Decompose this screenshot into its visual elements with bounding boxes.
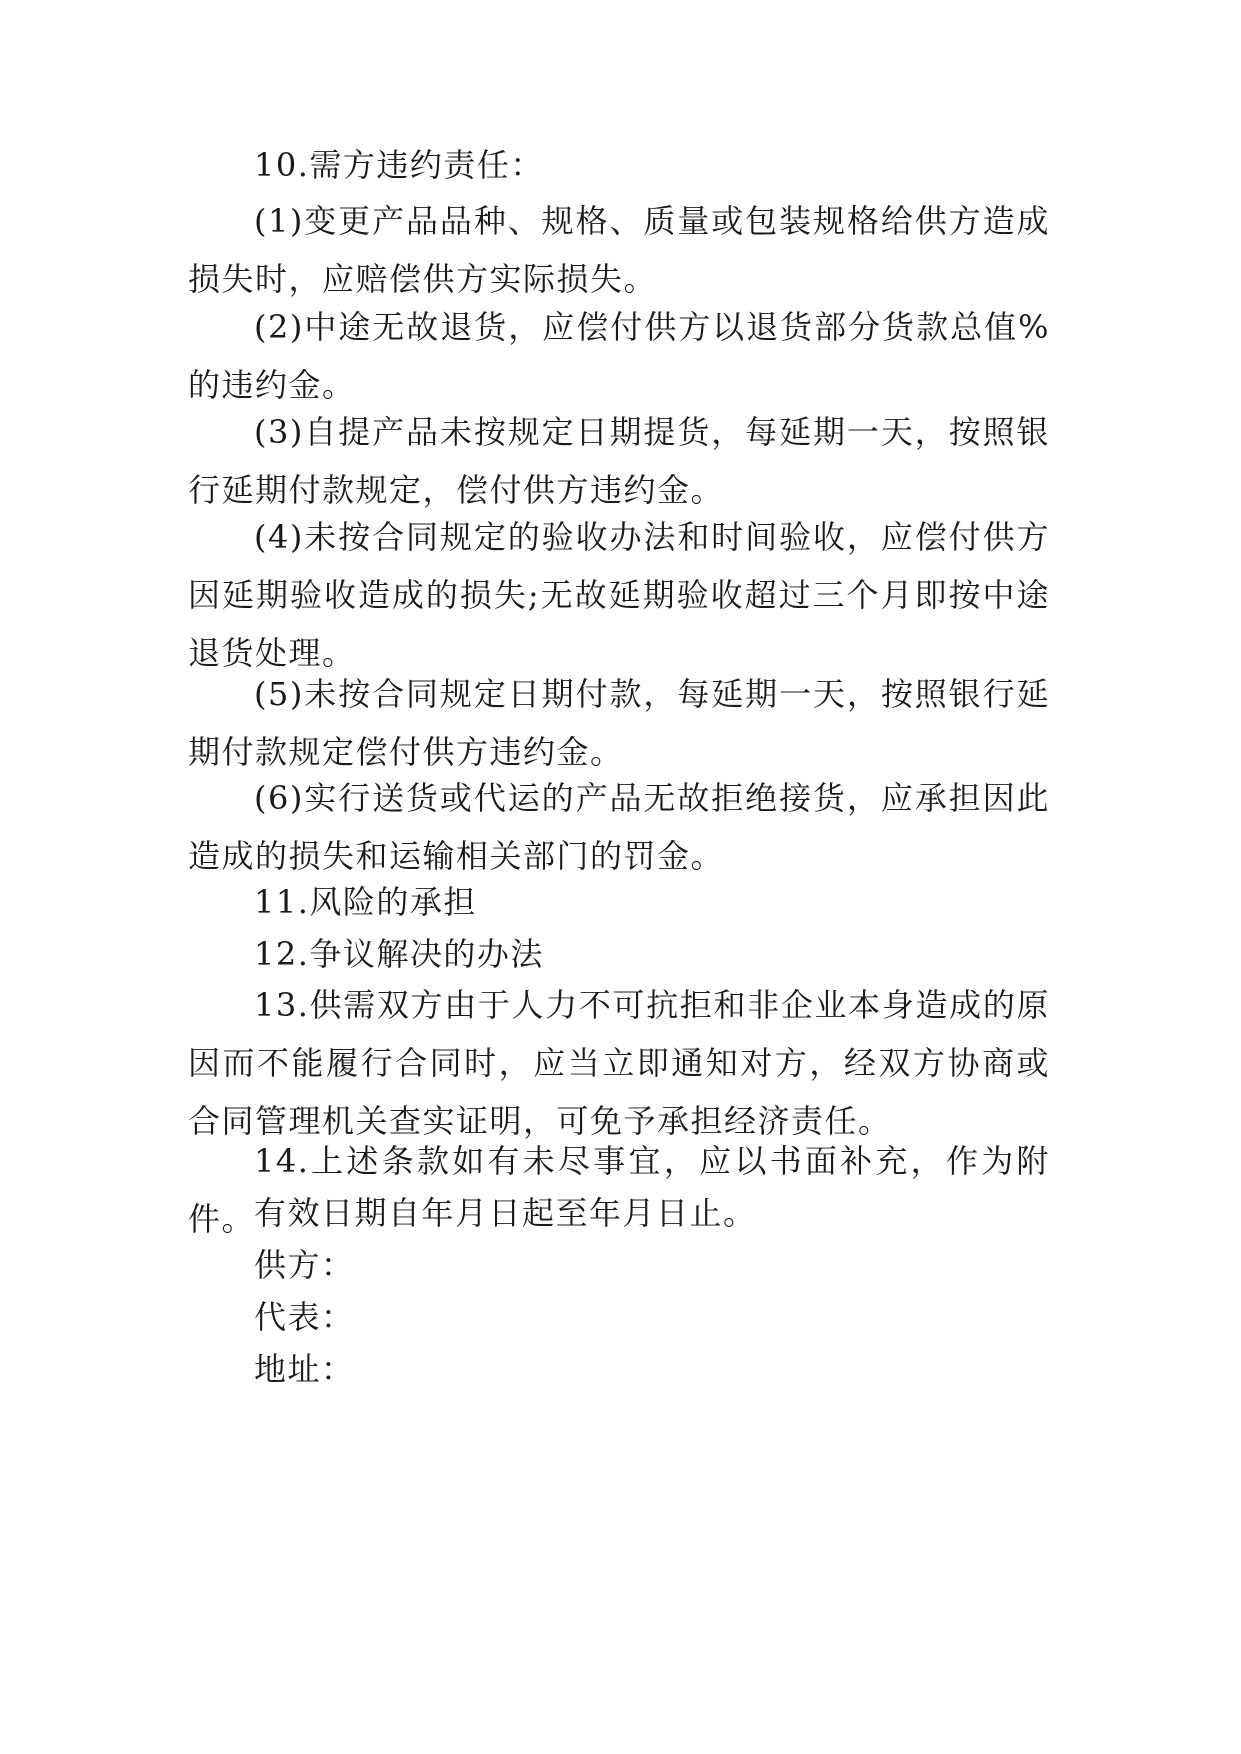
representative-label: 代表： <box>254 1298 355 1336</box>
clause-10-item-5: (5)未按合同规定日期付款，每延期一天，按照银行延期付款规定偿付供方违约金。 <box>188 675 1050 771</box>
clause-10-item-6: (6)实行送货或代运的产品无故拒绝接货，应承担因此造成的损失和运输相关部门的罚金。 <box>188 779 1050 875</box>
clause-11: 11.风险的承担 <box>254 883 477 921</box>
validity-period: 有效日期自年月日起至年月日止。 <box>254 1194 757 1232</box>
supplier-label: 供方： <box>254 1246 355 1284</box>
clause-13: 13.供需双方由于人力不可抗拒和非企业本身造成的原因而不能履行合同时，应当立即通知对方，经双方协商或合同管理机关查实证明，可免予承担经济责任。 <box>188 986 1050 1140</box>
clause-10-item-1: (1)变更产品品种、规格、质量或包装规格给供方造成损失时，应赔偿供方实际损失。 <box>188 202 1050 298</box>
clause-14: 14.上述条款如有未尽事宜，应以书面补充，作为附件。 <box>188 1142 1050 1238</box>
clause-10-item-4: (4)未按合同规定的验收办法和时间验收，应偿付供方因延期验收造成的损失;无故延期验收超过三个月即按中途退货处理。 <box>188 518 1050 672</box>
address-label: 地址： <box>254 1350 355 1388</box>
clause-10-heading: 10.需方违约责任： <box>254 146 544 184</box>
clause-12: 12.争议解决的办法 <box>254 935 544 973</box>
clause-10-item-3: (3)自提产品未按规定日期提货，每延期一天，按照银行延期付款规定，偿付供方违约金。 <box>188 413 1050 509</box>
clause-10-item-2: (2)中途无故退货，应偿付供方以退货部分货款总值%的违约金。 <box>188 308 1050 404</box>
